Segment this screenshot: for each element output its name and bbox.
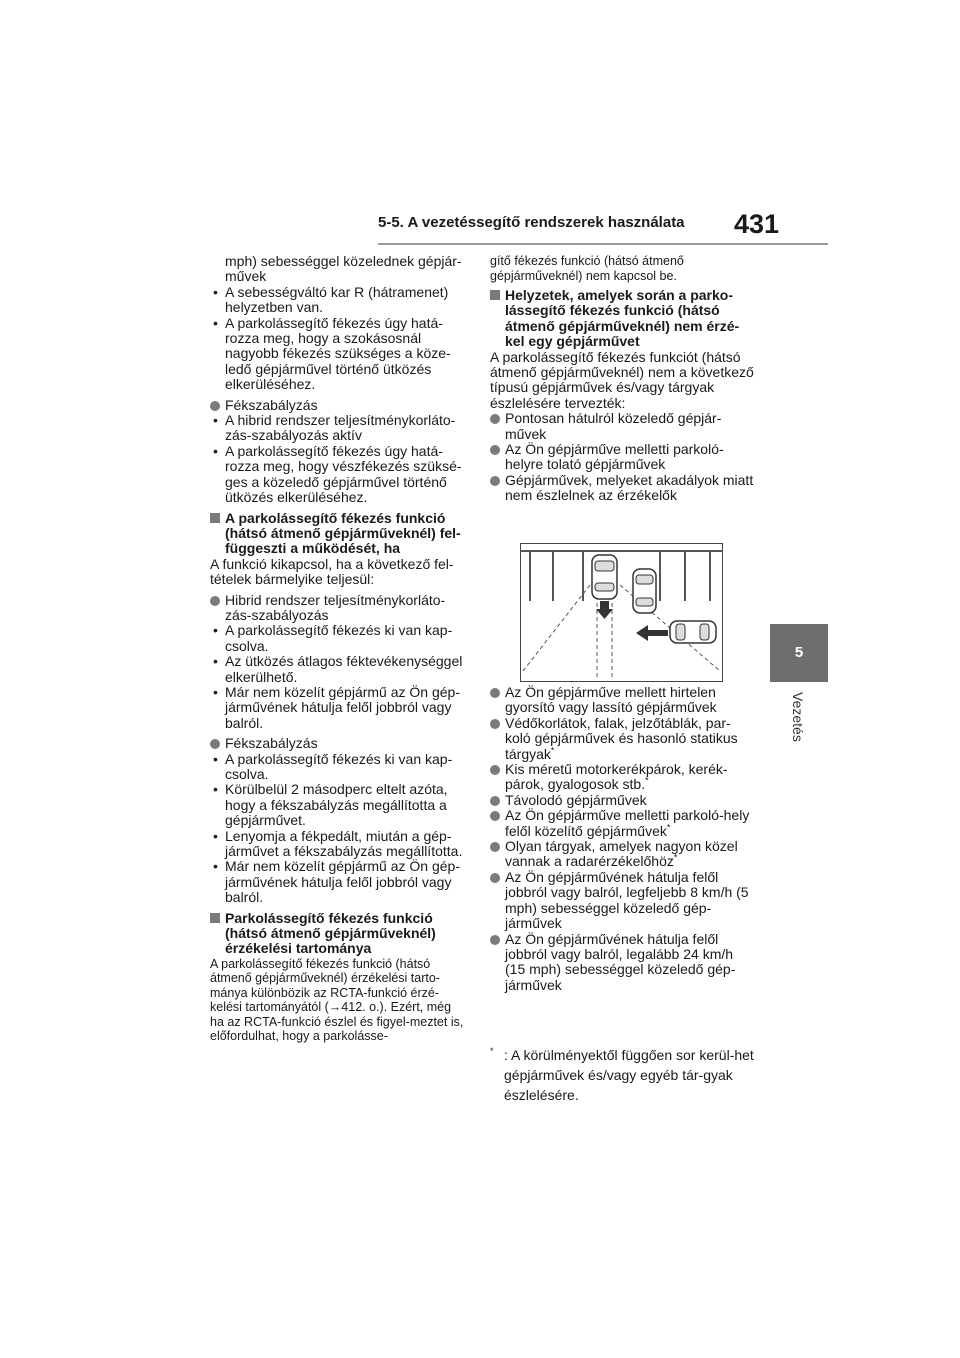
bullet-item: Olyan tárgyak, amelyek nagyon közel vannak a radarérzékelőhöz* — [490, 839, 756, 870]
left-column — [210, 254, 468, 1044]
section-title: 5-5. A vezetéssegítő rendszerek használata — [378, 214, 685, 231]
dash-list-item: • A sebességváltó kar R (hátramenet) helyzetben van. — [210, 285, 468, 316]
dash-list-item: • Körülbelül 2 másodperc eltelt azóta, hogy a fékszabályzás megállította a gépjárművet. — [210, 782, 468, 828]
bullet-item: Gépjárművek, melyeket akadályok miatt nem észlelnek az érzékelők — [490, 473, 756, 504]
chapter-tab: 5 — [770, 624, 828, 682]
dash-list-item: • A parkolássegítő fékezés úgy hatá-rozza meg, hogy a szokásosnál nagyobb fékezés szükséges a köze-ledő gépjárművel történő ütközés elkerüléséhez. — [210, 316, 468, 393]
right-column-top — [490, 254, 756, 504]
dash-list-item: • Már nem közelít gépjármű az Ön gép-járművének hátulja felől jobbról vagy balról. — [210, 859, 468, 905]
subheading: Parkolássegítő fékezés funkció (hátsó átmenő gépjárműveknél) érzékelési tartománya — [210, 911, 468, 957]
footnote: * : A körülményektől függően sor kerül-het gépjárművek és/vagy egyéb tár-gyak észlelésére. — [490, 1046, 754, 1103]
right-column-bottom — [490, 685, 756, 993]
subheading: A parkolássegítő fékezés funkció (hátsó átmenő gépjárműveknél) fel-függeszti a működését, ha — [210, 511, 468, 557]
bullet-item: Az Ön gépjárművének hátulja felől jobbról vagy balról, legalább 24 km/h (15 mph) sebességgel közeledő gép-járművek — [490, 932, 756, 994]
chapter-label: Vezetés — [790, 692, 806, 742]
dash-list-item: • A parkolássegítő fékezés ki van kap-csolva. — [210, 623, 468, 654]
dash-list-item: • A hibrid rendszer teljesítménykorláto-zás-szabályozás aktív — [210, 413, 468, 444]
bullet-item: Védőkorlátok, falak, jelzőtáblák, par-koló gépjárművek és hasonló statikus tárgyak* — [490, 716, 756, 762]
bullet-item: Fékszabályzás — [210, 398, 468, 413]
bullet-item: Kis méretű motorkerékpárok, kerék-párok, gyalogosok stb.* — [490, 762, 756, 793]
header-rule — [378, 243, 828, 245]
bullet-item: Pontosan hátulról közeledő gépjár-művek — [490, 411, 756, 442]
bullet-item: Hibrid rendszer teljesítménykorláto-zás-szabályozás — [210, 593, 468, 624]
bullet-item: Fékszabályzás — [210, 736, 468, 751]
small-paragraph: A parkolássegítő fékezés funkció (hátsó átmenő gépjárműveknél) érzékelési tarto-mánya különbözik az RCTA-funkció érzé-kelési tartományától (→412. o.). Ezért, még ha az RCTA-funkció észlel és figyel-meztet is, előfordulhat, hogy a parkolásse- — [210, 956, 464, 1044]
dash-list-item: • Már nem közelít gépjármű az Ön gép-járművének hátulja felől jobbról vagy balról. — [210, 685, 468, 731]
dash-list-item: • A parkolássegítő fékezés ki van kap-csolva. — [210, 752, 468, 783]
footnote-text: : A körülményektől függően sor kerül-het gépjárművek és/vagy egyéb tár-gyak észlelésére. — [504, 1047, 754, 1103]
asterisk-mark: * — [673, 852, 678, 863]
asterisk-mark: * — [550, 744, 555, 755]
bullet-item: Távolodó gépjárművek — [490, 793, 756, 808]
dash-list-item: • Lenyomja a fékpedált, miután a gép-járművet a fékszabályzás megállította. — [210, 829, 468, 860]
asterisk-mark: * — [645, 775, 649, 786]
subheading: Helyzetek, amelyek során a parko-lássegítő fékezés funkció (hátsó átmenő gépjárműveknél) nem érzé-kel egy gépjárművet — [490, 288, 756, 350]
text-line: művek — [225, 268, 267, 285]
paragraph: A funkció kikapcsol, ha a következő fel-tételek bármelyike teljesül: — [210, 555, 454, 588]
bullet-item: Az Ön gépjárműve mellett hirtelen gyorsító vagy lassító gépjárművek — [490, 685, 756, 716]
page-number: 431 — [734, 209, 780, 239]
bullet-item: Az Ön gépjárművének hátulja felől jobbról vagy balról, legfeljebb 8 km/h (5 mph) sebességgel közeledő gép-járművek — [490, 870, 756, 932]
parking-diagram — [520, 543, 723, 682]
dash-list-item: • A parkolássegítő fékezés úgy hatá-rozza meg, hogy vészfékezés szüksé-ges a közeledő gépjárművel történő ütközés elkerüléséhez. — [210, 444, 468, 506]
asterisk-mark: * — [666, 822, 671, 832]
dash-list-item: • Az ütközés átlagos féktevékenységgel elkerülhető. — [210, 654, 468, 685]
text-line: mph) sebességgel közelednek gépjár- — [225, 253, 462, 269]
paragraph: A parkolássegítő fékezés funkciót (hátsó átmenő gépjárműveknél) nem a következő típusú gépjárművek és/vagy tárgyak észlelésére tervezték: — [490, 348, 754, 411]
bullet-item: Az Ön gépjárműve melletti parkoló-helyre tolató gépjárművek — [490, 442, 756, 473]
bullet-item: Az Ön gépjárműve melletti parkoló-hely felől közelítő gépjárművek* — [490, 808, 756, 839]
small-paragraph: gítő fékezés funkció (hátsó átmenő gépjárműveknél) nem kapcsol be. — [490, 254, 684, 283]
